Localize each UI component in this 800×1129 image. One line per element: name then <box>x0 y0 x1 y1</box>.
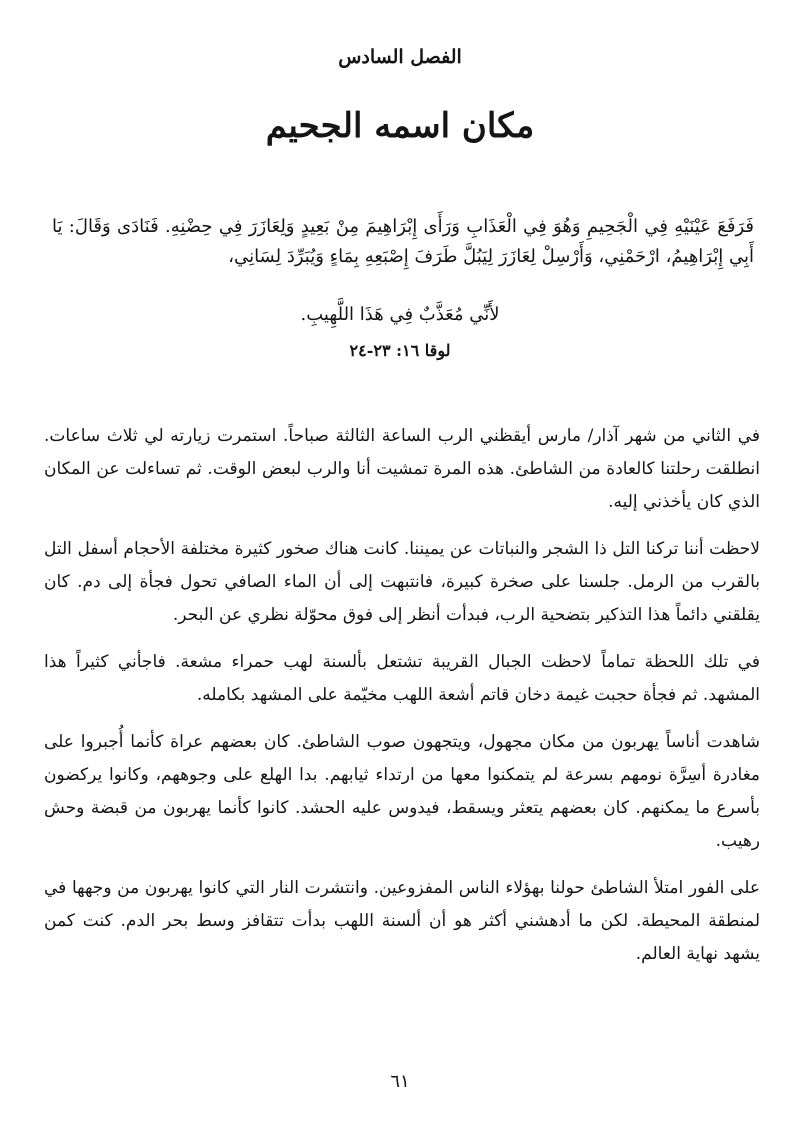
scripture-reference: لوقا ١٦: ٢٣-٢٤ <box>349 341 451 360</box>
paragraph: على الفور امتلأ الشاطئ حولنا بهؤلاء الناس المفزوعين. وانتشرت النار التي كانوا يهربون من وجهها في لمنطقة المحيطة. لكن ما أدهشني أكثر هو أن ألسنة اللهب بدأت تتقافز وسط بحر الدم. كنت كمن يشهد نهاية العالم. <box>44 878 760 964</box>
epigraph-closing: لأَنِّي مُعَذَّبٌ فِي هَذَا اللَّهِيبِ. <box>300 304 500 325</box>
paragraph: في تلك اللحظة تماماً لاحظت الجبال القريبة تشتعل بألسنة لهب حمراء مشعة. فاجأني كثيراً هذا المشهد. ثم فجأة حجبت غيمة دخان قاتم أشعة اللهب مخيّمة على المشهد بكامله. <box>44 652 760 705</box>
chapter-label: الفصل السادس <box>338 46 462 68</box>
paragraph: في الثاني من شهر آذار/ مارس أيقظني الرب الساعة الثالثة صباحاً. استمرت زيارته لي ثلاث ساعات. انطلقت رحلتنا كالعادة من الشاطئ. هذه المرة تمشيت أنا والرب لبعض الوقت. ثم تساءلت عن المكان الذي كان يأخذني إليه. <box>44 426 760 512</box>
paragraph: لاحظت أننا تركنا التل ذا الشجر والنباتات عن يميننا. كانت هناك صخور كثيرة مختلفة الأحجام أسفل التل بالقرب من الرمل. جلسنا على صخرة كبيرة، فانتبهت إلى أن الماء الصافي تحول فجأة إلى دم. كان يقلقني دائماً هذا التذكير بتضحية الرب، فبدأت أنظر إلى فوق محوّلة نظري عن البحر. <box>44 539 760 625</box>
page-number: ٦١ <box>390 1071 410 1092</box>
chapter-body <box>44 420 760 985</box>
paragraph: شاهدت أناساً يهربون من مكان مجهول، ويتجهون صوب الشاطئ. كان بعضهم عراة كأنما أُجبروا على مغادرة أسِرَّة نومهم بسرعة لم يتمكنوا معها من ارتداء ثيابهم. بدا الهلع على وجوههم، وكانوا يركضون بأسرع ما يمكنهم. كان بعضهم يتعثر ويسقط، فيدوس عليه الحشد. كانوا كأنما يهربون من قبضة وحش رهيب. <box>44 732 760 851</box>
epigraph-text: فَرَفَعَ عَيْنَيْهِ فِي الْجَحِيمِ وَهُوَ فِي الْعَذَابِ وَرَأَى إِبْرَاهِيمَ مِنْ بَعِيدٍ وَلِعَازَرَ فِي حِضْنِهِ. فَنَادَى وَقَالَ: يَا أَبِي إِبْرَاهِيمُ، ارْحَمْنِي، وَأَرْسِلْ لِعَازَرَ لِيَبُلَّ طَرَفَ إِصْبَعِهِ بِمَاءٍ وَيُبَرِّدَ لِسَانِي، <box>52 216 754 267</box>
chapter-title: مكان اسمه الجحيم <box>265 106 535 146</box>
